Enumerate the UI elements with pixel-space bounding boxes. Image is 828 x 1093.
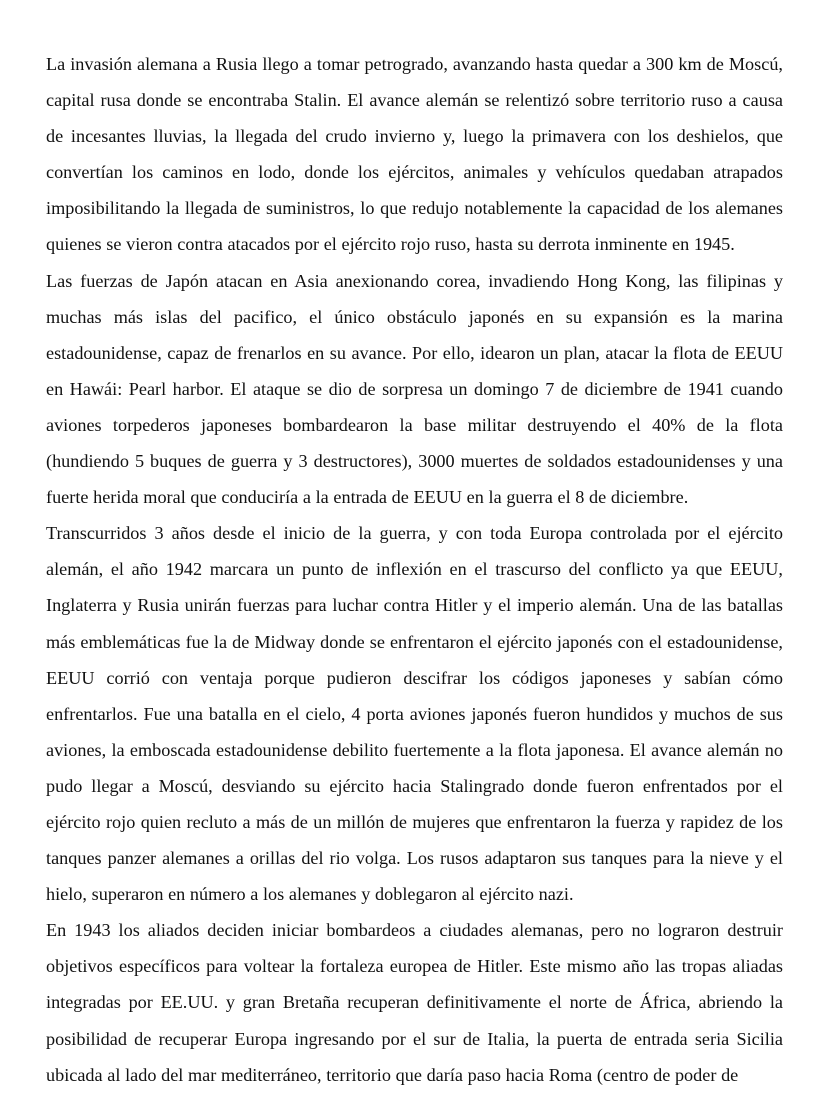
document-text-body — [46, 46, 783, 1093]
paragraph-invasion-rusia: La invasión alemana a Rusia llego a tomar petrogrado, avanzando hasta quedar a 300 km de Moscú, capital rusa donde se encontraba Stalin. El avance alemán se relentizó sobre territorio ruso a causa de incesantes lluvias, la llegada del crudo invierno y, luego la primavera con los deshielos, que convertían los caminos en lodo, donde los ejércitos, animales y vehículos quedaban atrapados imposibilitando la llegada de suministros, lo que redujo notablemente la capacidad de los alemanes quienes se vieron contra atacados por el ejército rojo ruso, hasta su derrota inminente en 1945. — [46, 54, 783, 255]
paragraph-midway-stalingrado: Transcurridos 3 años desde el inicio de la guerra, y con toda Europa controlada por el ejército alemán, el año 1942 marcara un punto de inflexión en el trascurso del conflicto ya que EEUU, Inglaterra y Rusia unirán fuerzas para luchar contra Hitler y el imperio alemán. Una de las batallas más emblemáticas fue la de Midway donde se enfrentaron el ejército japonés con el estadounidense, EEUU corrió con ventaja porque pudieron descifrar los códigos japoneses y sabían cómo enfrentarlos. Fue una batalla en el cielo, 4 porta aviones japonés fueron hundidos y muchos de sus aviones, la emboscada estadounidense debilito fuertemente a la flota japonesa. El avance alemán no pudo llegar a Moscú, desviando su ejército hacia Stalingrado donde fueron enfrentados por el ejército rojo quien recluto a más de un millón de mujeres que enfrentaron la fuerza y rapidez de los tanques panzer alemanes a orillas del rio volga. Los rusos adaptaron sus tanques para la nieve y el hielo, superaron en número a los alemanes y doblegaron al ejército nazi. — [46, 523, 783, 905]
paragraph-japon-pearl-harbor: Las fuerzas de Japón atacan en Asia anexionando corea, invadiendo Hong Kong, las filipinas y muchas más islas del pacifico, el único obstáculo japonés en su expansión es la marina estadounidense, capaz de frenarlos en su avance. Por ello, idearon un plan, atacar la flota de EEUU en Hawái: Pearl harbor. El ataque se dio de sorpresa un domingo 7 de diciembre de 1941 cuando aviones torpederos japoneses bombardearon la base militar destruyendo el 40% de la flota (hundiendo 5 buques de guerra y 3 destructores), 3000 muertes de soldados estadounidenses y una fuerte herida moral que conduciría a la entrada de EEUU en la guerra el 8 de diciembre. — [46, 270, 783, 508]
paragraph-bombardeos-1943: En 1943 los aliados deciden iniciar bombardeos a ciudades alemanas, pero no lograron destruir objetivos específicos para voltear la fortaleza europea de Hitler. Este mismo año las tropas aliadas integradas por EE.UU. y gran Bretaña recuperan definitivamente el norte de África, abriendo la posibilidad de recuperar Europa ingresando por el sur de Italia, la puerta de entrada seria Sicilia ubicada al lado del mar mediterráneo, territorio que daría paso hacia Roma (centro de poder de — [46, 920, 783, 1085]
